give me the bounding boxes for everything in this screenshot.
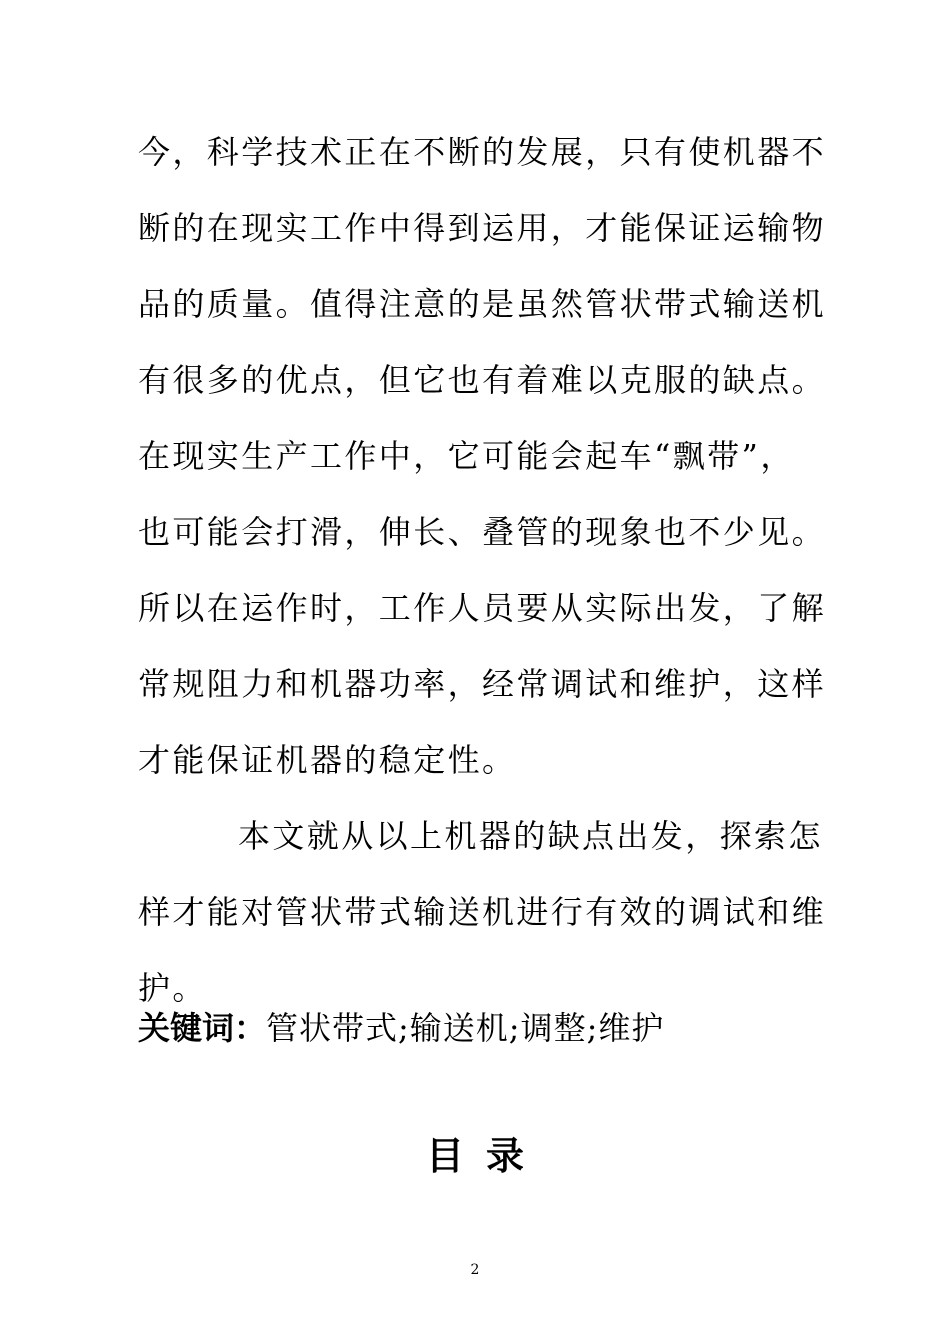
page-number: 2 bbox=[470, 1262, 480, 1278]
paragraph-line: 在现实生产工作中，它可能会起车“飘带”， bbox=[138, 437, 795, 475]
paragraph-line: 样才能对管状带式输送机进行有效的调试和维 bbox=[138, 893, 827, 931]
toc-title: 目录 bbox=[425, 1134, 546, 1178]
paragraph-line: 今，科学技术正在不断的发展，只有使机器不 bbox=[138, 133, 827, 171]
keywords-value: 管状带式;输送机;调整;维护 bbox=[266, 1009, 665, 1047]
paragraph-line: 也可能会打滑，伸长、叠管的现象也不少见。 bbox=[138, 513, 827, 551]
paragraph-line: 护。 bbox=[138, 969, 207, 1007]
paragraph-line: 本文就从以上机器的缺点出发，探索怎 bbox=[238, 817, 823, 855]
keywords-label: 关键词： bbox=[138, 1009, 267, 1047]
body-text bbox=[138, 128, 827, 1040]
paragraph-line: 常规阻力和机器功率，经常调试和维护，这样 bbox=[138, 665, 827, 703]
keywords bbox=[138, 1004, 664, 1052]
paragraph-line: 品的质量。值得注意的是虽然管状带式输送机 bbox=[138, 285, 827, 323]
paragraph-line: 所以在运作时，工作人员要从实际出发，了解 bbox=[138, 589, 827, 627]
paragraph-line: 有很多的优点，但它也有着难以克服的缺点。 bbox=[138, 361, 827, 399]
paragraph-line: 断的在现实工作中得到运用，才能保证运输物 bbox=[138, 209, 827, 247]
paragraph-line: 才能保证机器的稳定性。 bbox=[138, 741, 517, 779]
